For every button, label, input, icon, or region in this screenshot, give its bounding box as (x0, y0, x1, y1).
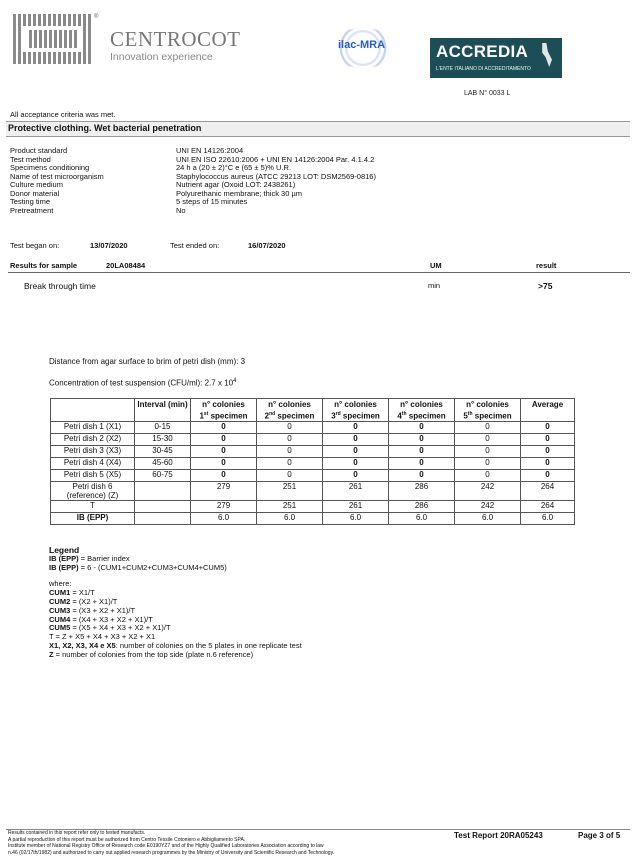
header-text: n° colonies (268, 400, 311, 409)
cell: 6.0 (389, 512, 455, 524)
info-row (10, 172, 630, 181)
table-row (51, 445, 575, 457)
concentration-note (49, 378, 236, 388)
footer-page-number: Page 3 of 5 (578, 831, 621, 840)
legend-key: Z (49, 649, 54, 659)
cell: 0 (455, 445, 521, 457)
header-specimen-2 (257, 399, 323, 422)
cell-average: 0 (521, 421, 575, 433)
header-interval: Interval (min) (135, 399, 191, 422)
cell: 0 (191, 433, 257, 445)
header-sup: th (401, 410, 407, 417)
row-interval: 15-30 (135, 433, 191, 445)
result-row-value: >75 (538, 281, 553, 291)
header-text: 2 (264, 411, 270, 421)
header-specimen-1 (191, 399, 257, 422)
legend-key: CUM5 (49, 623, 71, 633)
distance-note: Distance from agar surface to brim of petri dish (mm): 3 (49, 357, 246, 366)
cell-average: 6.0 (521, 512, 575, 524)
header-text: 5 (463, 411, 468, 421)
header-text: specimen (275, 411, 315, 421)
header-blank (51, 399, 135, 422)
cell: 279 (191, 500, 257, 512)
legend-text: = number of colonies from the top side (plate n.6 reference) (53, 649, 254, 659)
header-text: specimen (340, 411, 380, 421)
cell-average: 0 (521, 469, 575, 481)
legend-text: = (X5 + X4 + X3 + X2 + X1)/T (70, 623, 171, 633)
result-header: result (536, 261, 557, 270)
legend-text: = 6 - (CUM1+CUM2+CUM3+CUM4+CUM5) (78, 562, 227, 572)
cell: 261 (323, 500, 389, 512)
info-row (10, 146, 630, 155)
cell: 279 (191, 481, 257, 500)
header-sup: nd (269, 410, 276, 417)
legend-key: CUM4 (49, 614, 71, 624)
section-title: Protective clothing. Wet bacterial penetration (8, 123, 202, 133)
cell: 6.0 (191, 512, 257, 524)
header-text: n° colonies (334, 400, 377, 409)
cell: 0 (323, 457, 389, 469)
legend-text: = (X4 + X3 + X2 + X1)/T (70, 614, 153, 624)
table-row (51, 457, 575, 469)
ended-date: 16/07/2020 (248, 241, 286, 250)
legend-text: = Barrier index (78, 553, 130, 563)
cell: 0 (389, 469, 455, 481)
result-row-um: min (428, 281, 441, 290)
italy-map-icon (538, 43, 552, 67)
legend-title: Legend (49, 545, 80, 555)
legend-text: = X1/T (70, 588, 95, 598)
footer-report-number: Test Report 20RA05243 (454, 831, 543, 840)
table-row-barrier-index (51, 512, 575, 524)
concentration-exponent: 4 (233, 378, 237, 384)
header-text: n° colonies (466, 400, 509, 409)
info-label: Product standard (10, 146, 68, 155)
cell-average: 264 (521, 481, 575, 500)
cell: 6.0 (455, 512, 521, 524)
info-row (10, 197, 630, 206)
began-date: 13/07/2020 (90, 241, 128, 250)
accredia-subtitle: L'ENTE ITALIANO DI ACCREDITAMENTO (436, 66, 531, 72)
header-text: 4 (397, 411, 402, 421)
um-header: UM (430, 261, 442, 270)
cell: 0 (455, 433, 521, 445)
row-label: T (51, 500, 135, 512)
test-info-list (10, 146, 630, 214)
info-label: Name of test microorganism (10, 171, 104, 181)
info-label: Testing time (10, 197, 51, 206)
cell: 0 (191, 457, 257, 469)
header-sup: th (467, 410, 473, 417)
row-label: Petri dish 6 (reference) (Z) (51, 481, 135, 500)
cell: 286 (389, 481, 455, 500)
cell: 261 (323, 481, 389, 500)
row-label: Petri dish 3 (X3) (51, 445, 135, 457)
header-specimen-3 (323, 399, 389, 422)
brand-tagline: Innovation experience (110, 51, 213, 63)
legend-key: IB (EPP) (49, 553, 79, 563)
legend-text: = (X2 + X1)/T (70, 596, 118, 606)
cell: 242 (455, 500, 521, 512)
info-value: Nutrient agar (Oxoid LOT: 2438261) (176, 180, 296, 189)
sample-id: 20LA08484 (106, 261, 146, 270)
row-label: IB (EPP) (51, 512, 135, 524)
cell: 0 (323, 469, 389, 481)
legend (49, 546, 302, 660)
table-row (51, 421, 575, 433)
registered-mark: ® (94, 14, 99, 20)
cell: 242 (455, 481, 521, 500)
row-interval-blank (135, 500, 191, 512)
cell: 251 (257, 500, 323, 512)
colonies-table (50, 398, 575, 525)
info-row (10, 206, 630, 215)
footer-line: n.46 (02/17th/1982) and authorized to carry out applied research programmes by the Ministry of University and Scientific Research and Technology. (8, 849, 335, 856)
header-sup: rd (335, 410, 341, 417)
cell: 0 (323, 433, 389, 445)
cell: 0 (191, 421, 257, 433)
legend-line (49, 564, 302, 573)
cell: 0 (455, 469, 521, 481)
legend-line (49, 651, 302, 660)
cell: 0 (323, 421, 389, 433)
row-label: Petri dish 2 (X2) (51, 433, 135, 445)
cell: 0 (389, 445, 455, 457)
table-row (51, 469, 575, 481)
header-sup: st (203, 410, 209, 417)
cell-average: 264 (521, 500, 575, 512)
table-row-reference (51, 481, 575, 500)
centrocot-logo-icon (13, 14, 93, 64)
cell: 0 (257, 433, 323, 445)
cell: 0 (191, 469, 257, 481)
cell: 6.0 (257, 512, 323, 524)
footer-line: Institute member of National Registry Office of Research code E0190YZ7 and of the Highly Qualified Laboratories Association according to law (8, 843, 324, 850)
info-value: Staphylococcus aureus (ATCC 29213 LOT: DSM2569-0816) (176, 171, 376, 181)
info-value: UNI EN ISO 22610:2006 + UNI EN 14126:2004 Par. 4.1.4.2 (176, 154, 375, 164)
cell-average: 0 (521, 457, 575, 469)
legend-text: : number of colonies on the 5 plates in one replicate test (115, 640, 302, 650)
cell: 6.0 (323, 512, 389, 524)
header-text: specimen (208, 411, 248, 421)
info-row (10, 155, 630, 164)
row-interval: 30-45 (135, 445, 191, 457)
accredia-logo (430, 38, 562, 78)
row-interval: 0-15 (135, 421, 191, 433)
cell: 0 (389, 433, 455, 445)
result-row-label: Break through time (24, 281, 96, 291)
footer-line: Results contained in this report refer only to tested manufacts. (8, 830, 146, 836)
row-label: Petri dish 1 (X1) (51, 421, 135, 433)
header-average: Average (521, 399, 575, 422)
results-header (8, 261, 630, 273)
began-label: Test began on: (10, 241, 60, 250)
table-header-row (51, 399, 575, 422)
header-text: n° colonies (202, 400, 245, 409)
info-value: 5 steps of 15 minutes (176, 197, 248, 206)
table-row (51, 433, 575, 445)
info-row (10, 180, 630, 189)
legend-key: CUM1 (49, 588, 71, 598)
legend-key: IB (EPP) (49, 562, 79, 572)
row-interval-blank (135, 512, 191, 524)
accredia-name: ACCREDIA (436, 42, 529, 61)
legend-key: CUM2 (49, 596, 71, 606)
row-label: Petri dish 4 (X4) (51, 457, 135, 469)
results-label: Results for sample (10, 261, 78, 270)
lab-number: LAB N° 0033 L (464, 90, 511, 97)
row-label: Petri dish 5 (X5) (51, 469, 135, 481)
cell: 251 (257, 481, 323, 500)
cell: 0 (323, 445, 389, 457)
header-text: n° colonies (400, 400, 443, 409)
info-value: Polyurethanic membrane; thick 30 µm (176, 188, 303, 198)
info-label: Culture medium (10, 180, 63, 189)
row-interval: 45-60 (135, 457, 191, 469)
cell: 0 (455, 457, 521, 469)
row-interval: 60-75 (135, 469, 191, 481)
brand-name: CENTROCOT (110, 27, 241, 51)
info-value: No (176, 205, 186, 215)
footer-disclaimer (8, 830, 448, 856)
cell: 0 (455, 421, 521, 433)
acceptance-note: All acceptance criteria was met. (10, 110, 116, 119)
cell: 0 (257, 469, 323, 481)
legend-where: where: (49, 579, 72, 589)
row-interval-blank (135, 481, 191, 500)
info-label: Donor material (10, 188, 60, 198)
info-label: Pretreatment (10, 205, 54, 215)
footer-line: A partial reproduction of this report must be authorized from Centro Tessile Cotoniero e Abbigliamento SPA. (8, 836, 246, 843)
cell: 0 (191, 445, 257, 457)
header-text: 3 (331, 411, 336, 421)
header-specimen-5 (455, 399, 521, 422)
info-label: Test method (10, 154, 51, 164)
header-text: specimen (472, 411, 512, 421)
cell: 0 (257, 421, 323, 433)
cell-average: 0 (521, 445, 575, 457)
ilac-mra-label: ilac-MRA (338, 39, 386, 51)
legend-t-line: T = Z + X5 + X4 + X3 + X2 + X1 (49, 632, 156, 642)
table-row-total (51, 500, 575, 512)
cell: 0 (389, 457, 455, 469)
info-label: Specimens conditioning (10, 163, 90, 172)
info-value: 24 h a (20 ± 2)°C e (65 ± 5)% U.R. (176, 163, 292, 172)
concentration-text: Concentration of test suspension (CFU/ml): 2.7 x 10 (49, 378, 234, 388)
info-row (10, 163, 630, 172)
cell: 0 (257, 457, 323, 469)
info-row (10, 189, 630, 198)
cell: 286 (389, 500, 455, 512)
header-text: specimen (406, 411, 446, 421)
header-text: 1 (199, 411, 204, 421)
header-specimen-4 (389, 399, 455, 422)
ended-label: Test ended on: (170, 241, 220, 250)
cell-average: 0 (521, 433, 575, 445)
legend-key: CUM3 (49, 605, 71, 615)
legend-key: X1, X2, X3, X4 e X5 (49, 640, 116, 650)
info-value: UNI EN 14126:2004 (176, 146, 244, 155)
legend-text: = (X3 + X2 + X1)/T (70, 605, 136, 615)
cell: 0 (257, 445, 323, 457)
cell: 0 (389, 421, 455, 433)
